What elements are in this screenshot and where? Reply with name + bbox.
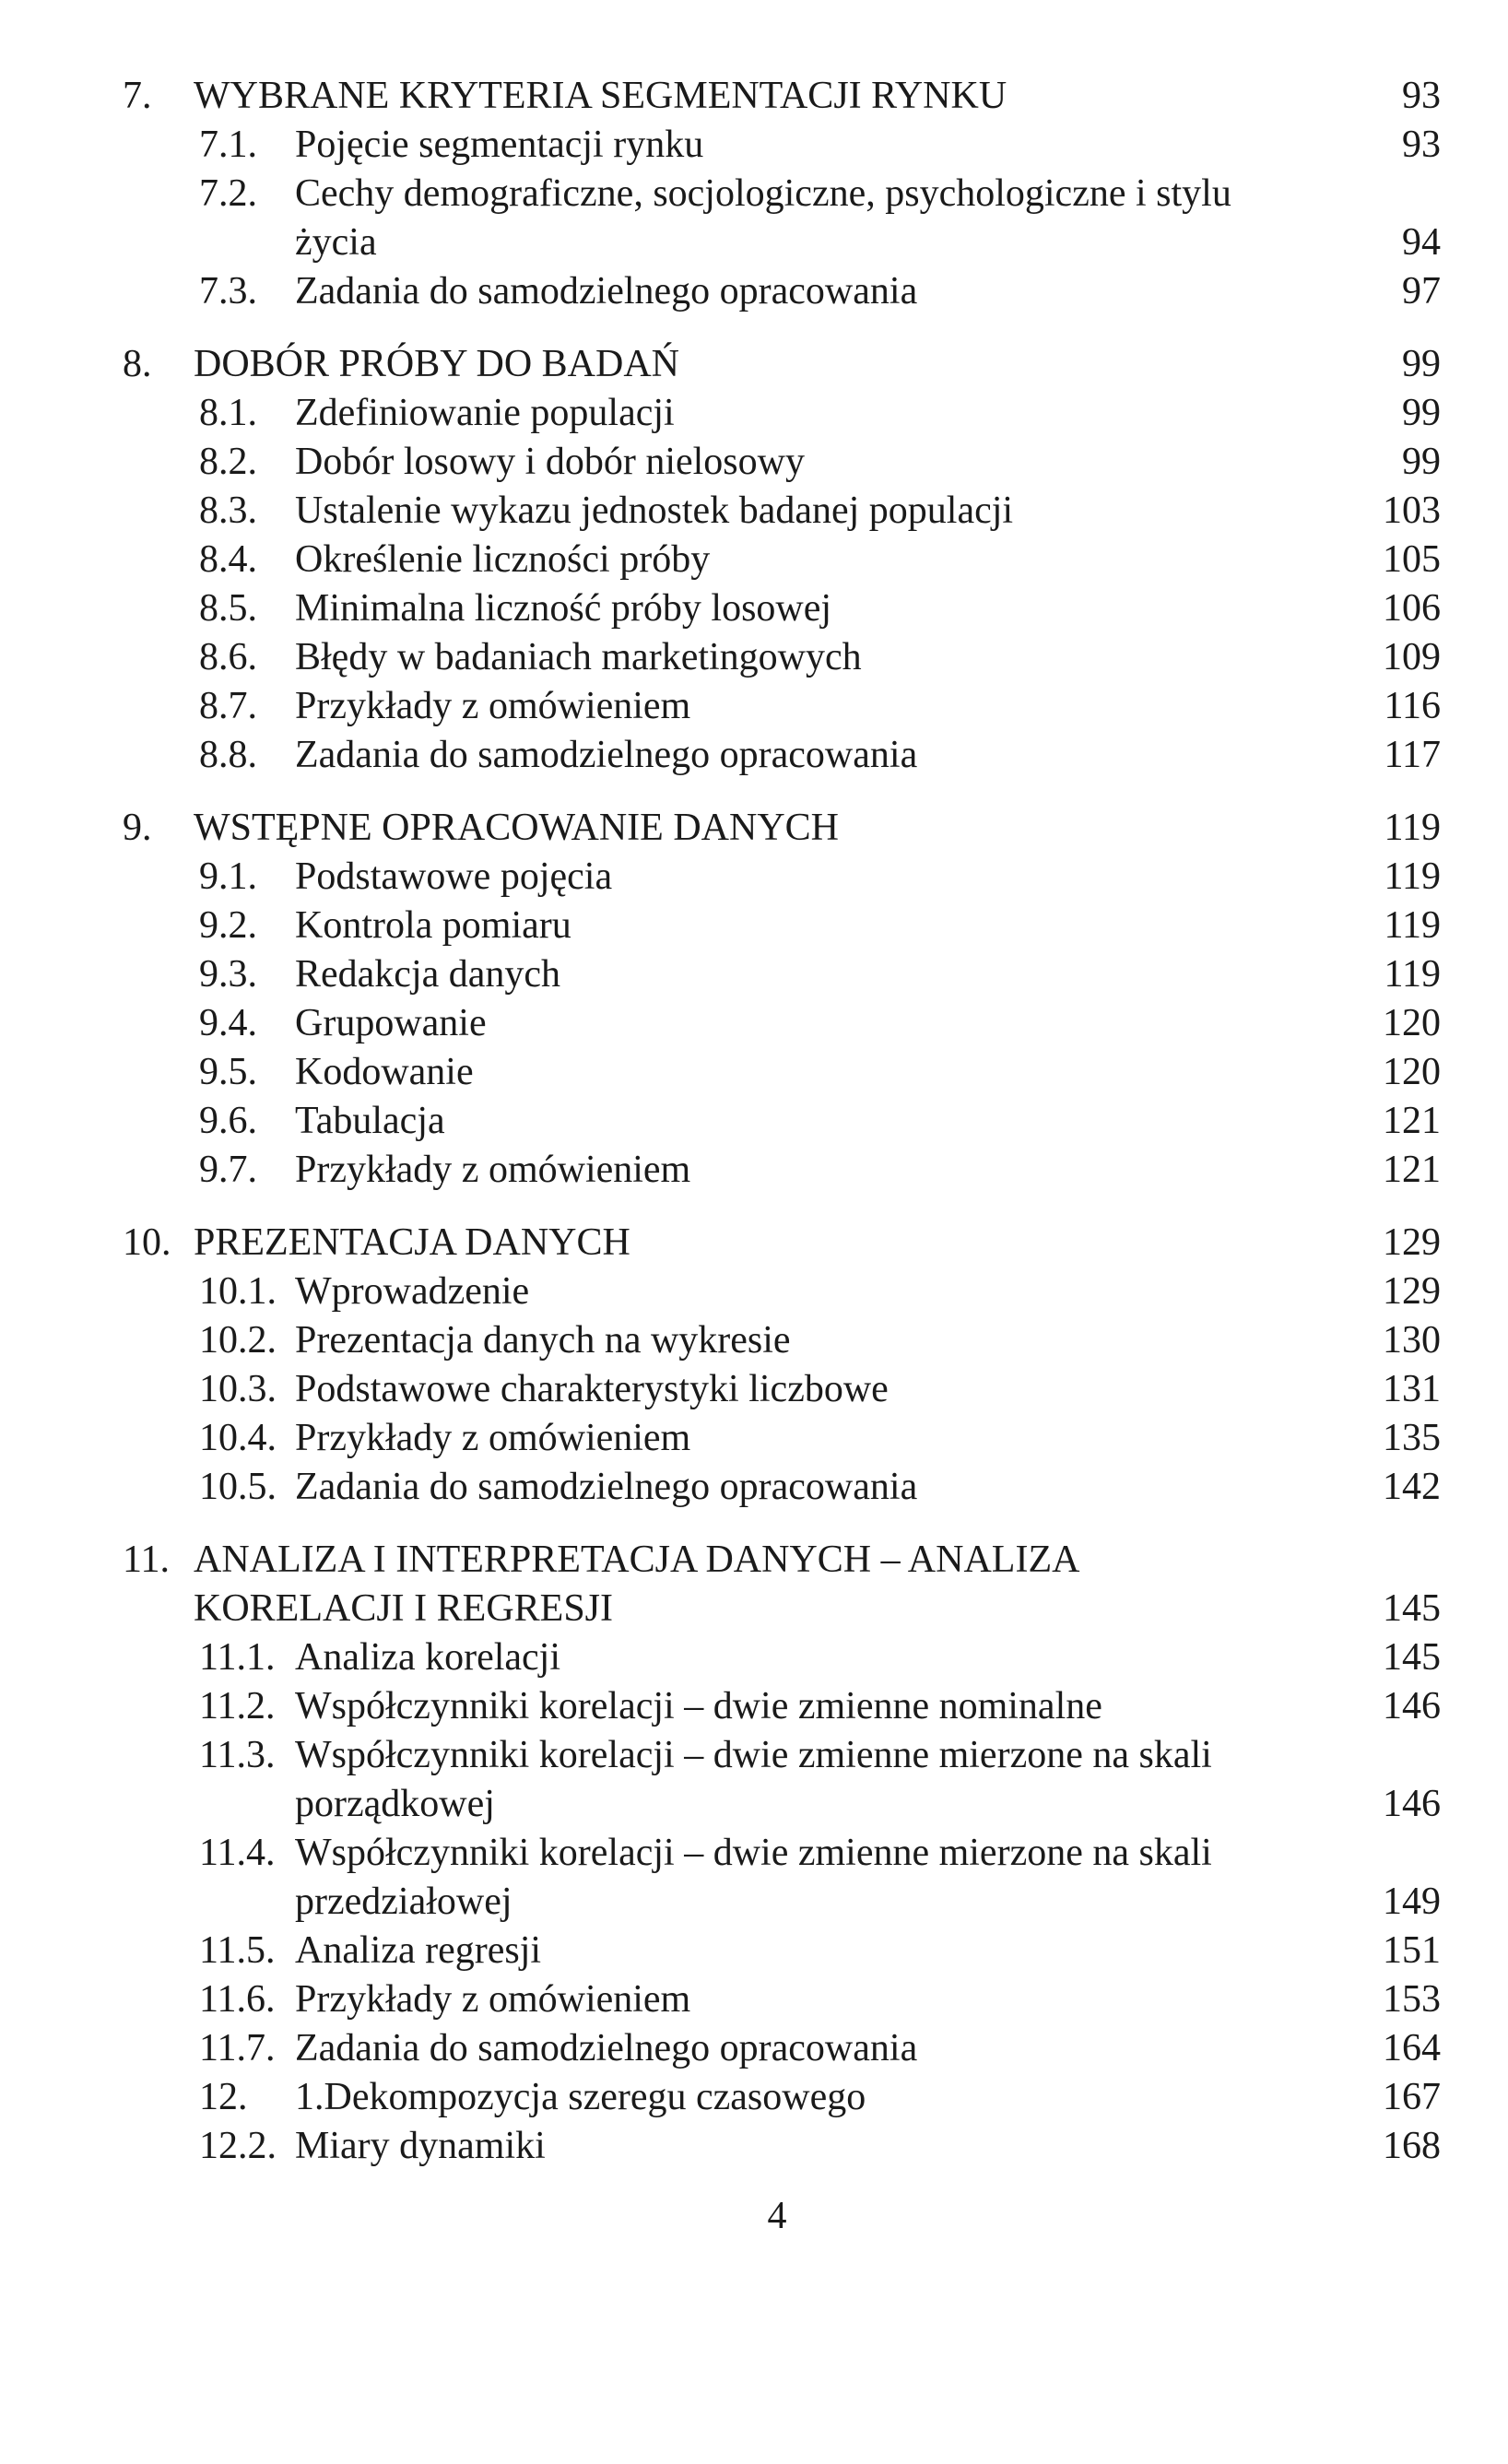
section-number: 12. <box>199 2076 248 2118</box>
page-ref: 129 <box>1383 1270 1441 1313</box>
page-ref: 121 <box>1383 1149 1441 1191</box>
section-title: Wprowadzenie <box>295 1270 530 1313</box>
section-title: Współczynniki korelacji – dwie zmienne mierzone na skali <box>295 1734 1212 1776</box>
page-ref: 131 <box>1383 1368 1441 1410</box>
section-number: 10.1. <box>199 1270 277 1313</box>
toc-section-row <box>123 1146 1441 1195</box>
page-ref: 105 <box>1383 538 1441 581</box>
toc-section-row <box>123 1316 1441 1365</box>
toc-section-row <box>123 389 1441 438</box>
toc-section-row <box>123 902 1441 950</box>
chapter-number: 8. <box>123 343 152 385</box>
page-ref: 135 <box>1383 1417 1441 1459</box>
toc-chapter-row <box>123 72 1441 121</box>
section-number: 7.3. <box>199 270 257 312</box>
page-ref: 120 <box>1383 1002 1441 1044</box>
toc-section-row <box>123 218 1441 267</box>
section-title: Dobór losowy i dobór nielosowy <box>295 441 805 483</box>
chapter-number: 7. <box>123 75 152 117</box>
chapter-title: DOBÓR PRÓBY DO BADAŃ <box>194 343 680 385</box>
section-title: przedziałowej <box>295 1880 512 1923</box>
section-title: Analiza korelacji <box>295 1636 561 1679</box>
section-title: Współczynniki korelacji – dwie zmienne nominalne <box>295 1685 1102 1727</box>
toc-section-row <box>123 438 1441 487</box>
section-title: Przykłady z omówieniem <box>295 1149 691 1191</box>
section-title: Przykłady z omówieniem <box>295 1417 691 1459</box>
toc-section-row <box>123 1682 1441 1731</box>
section-title: Ustalenie wykazu jednostek badanej populacji <box>295 489 1014 532</box>
page-ref: 119 <box>1384 953 1441 996</box>
section-title: 1.Dekompozycja szeregu czasowego <box>295 2076 866 2118</box>
section-number: 8.3. <box>199 489 257 532</box>
toc-section-row <box>123 999 1441 1048</box>
section-number: 12.2. <box>199 2125 277 2167</box>
toc-section-row <box>123 1878 1441 1927</box>
section-title: Podstawowe pojęcia <box>295 855 613 898</box>
toc-chapter-row <box>123 340 1441 389</box>
toc-chapter-row <box>123 804 1441 853</box>
page-ref: 145 <box>1383 1636 1441 1679</box>
toc-section-row <box>123 584 1441 633</box>
toc-chapter-row <box>123 1536 1441 1585</box>
toc-section-row <box>123 1048 1441 1097</box>
toc-section-row <box>123 1633 1441 1682</box>
page-ref: 151 <box>1383 1929 1441 1972</box>
section-title: Grupowanie <box>295 1002 487 1044</box>
page-ref: 142 <box>1383 1466 1441 1508</box>
page-ref: 99 <box>1402 441 1441 483</box>
section-title: Zdefiniowanie populacji <box>295 392 675 434</box>
toc-section-row <box>123 682 1441 731</box>
toc-section-row <box>123 2024 1441 2073</box>
toc-section-row <box>123 536 1441 584</box>
table-of-contents <box>123 72 1441 2171</box>
page-ref: 120 <box>1383 1051 1441 1093</box>
section-number: 11.3. <box>199 1734 276 1776</box>
chapter-title: WYBRANE KRYTERIA SEGMENTACJI RYNKU <box>194 75 1007 117</box>
page-ref: 130 <box>1383 1319 1441 1362</box>
page-ref: 99 <box>1402 343 1441 385</box>
chapter-title: ANALIZA I INTERPRETACJA DANYCH – ANALIZA <box>194 1539 1080 1581</box>
page-ref: 168 <box>1383 2125 1441 2167</box>
section-title: Pojęcie segmentacji rynku <box>295 124 704 166</box>
chapter-number: 10. <box>123 1221 171 1264</box>
page-ref: 164 <box>1383 2027 1441 2069</box>
page-number: 4 <box>767 2195 787 2237</box>
section-number: 9.6. <box>199 1100 257 1142</box>
section-number: 11.7. <box>199 2027 276 2069</box>
section-number: 10.3. <box>199 1368 277 1410</box>
section-title: Przykłady z omówieniem <box>295 685 691 727</box>
toc-chapter-row <box>123 1585 1441 1633</box>
section-title: Przykłady z omówieniem <box>295 1978 691 2021</box>
section-number: 7.1. <box>199 124 257 166</box>
toc-section-row <box>123 1267 1441 1316</box>
section-title: Prezentacja danych na wykresie <box>295 1319 791 1362</box>
page-ref: 117 <box>1384 734 1441 776</box>
section-title: Kontrola pomiaru <box>295 904 571 947</box>
toc-section-row <box>123 1097 1441 1146</box>
toc-section-row <box>123 950 1441 999</box>
section-title: Współczynniki korelacji – dwie zmienne mierzone na skali <box>295 1832 1212 1874</box>
section-title: Miary dynamiki <box>295 2125 546 2167</box>
page-ref: 149 <box>1383 1880 1441 1923</box>
section-number: 11.2. <box>199 1685 276 1727</box>
section-number: 10.4. <box>199 1417 277 1459</box>
chapter-number: 9. <box>123 807 152 849</box>
page-ref: 146 <box>1383 1685 1441 1727</box>
section-number: 9.7. <box>199 1149 257 1191</box>
section-number: 7.2. <box>199 172 257 215</box>
section-title: Cechy demograficzne, socjologiczne, psychologiczne i stylu <box>295 172 1231 215</box>
section-title: Redakcja danych <box>295 953 561 996</box>
toc-section-row <box>123 2122 1441 2171</box>
section-number: 9.2. <box>199 904 257 947</box>
section-title: Zadania do samodzielnego opracowania <box>295 1466 918 1508</box>
section-number: 8.6. <box>199 636 257 678</box>
chapter-title: PREZENTACJA DANYCH <box>194 1221 630 1264</box>
section-title: Zadania do samodzielnego opracowania <box>295 734 918 776</box>
toc-section-row <box>123 121 1441 170</box>
page-ref: 119 <box>1384 855 1441 898</box>
page-ref: 97 <box>1402 270 1441 312</box>
section-number: 10.2. <box>199 1319 277 1362</box>
section-number: 11.6. <box>199 1978 276 2021</box>
section-number: 9.5. <box>199 1051 257 1093</box>
section-title: Minimalna liczność próby losowej <box>295 587 832 630</box>
page-ref: 93 <box>1402 124 1441 166</box>
section-number: 8.5. <box>199 587 257 630</box>
toc-section-row <box>123 267 1441 316</box>
toc-section-row <box>123 1829 1441 1878</box>
section-title: Zadania do samodzielnego opracowania <box>295 270 918 312</box>
section-number: 8.7. <box>199 685 257 727</box>
section-number: 11.4. <box>199 1832 276 1874</box>
section-number: 8.2. <box>199 441 257 483</box>
page-ref: 93 <box>1402 75 1441 117</box>
section-number: 9.3. <box>199 953 257 996</box>
toc-section-row <box>123 1927 1441 1975</box>
section-title: Analiza regresji <box>295 1929 542 1972</box>
section-number: 11.1. <box>199 1636 276 1679</box>
section-number: 11.5. <box>199 1929 276 1972</box>
toc-section-row <box>123 487 1441 536</box>
page-ref: 116 <box>1384 685 1441 727</box>
section-number: 8.8. <box>199 734 257 776</box>
page-ref: 146 <box>1383 1783 1441 1825</box>
page-ref: 121 <box>1383 1100 1441 1142</box>
toc-section-row <box>123 1780 1441 1829</box>
toc-section-row <box>123 1365 1441 1414</box>
section-title: porządkowej <box>295 1783 495 1825</box>
toc-section-row <box>123 633 1441 682</box>
page-ref: 129 <box>1383 1221 1441 1264</box>
page-ref: 103 <box>1383 489 1441 532</box>
section-title: Określenie liczności próby <box>295 538 711 581</box>
section-number: 9.1. <box>199 855 257 898</box>
toc-section-row <box>123 1975 1441 2024</box>
section-title: życia <box>295 221 377 264</box>
page-ref: 145 <box>1383 1587 1441 1630</box>
toc-section-row <box>123 1731 1441 1780</box>
toc-section-row <box>123 2073 1441 2122</box>
page-ref: 153 <box>1383 1978 1441 2021</box>
section-title: Zadania do samodzielnego opracowania <box>295 2027 918 2069</box>
section-title: Kodowanie <box>295 1051 474 1093</box>
page-ref: 109 <box>1383 636 1441 678</box>
section-title: Tabulacja <box>295 1100 445 1142</box>
page-ref: 94 <box>1402 221 1441 264</box>
toc-section-row <box>123 1414 1441 1463</box>
section-number: 8.1. <box>199 392 257 434</box>
section-number: 10.5. <box>199 1466 277 1508</box>
chapter-title: WSTĘPNE OPRACOWANIE DANYCH <box>194 807 839 849</box>
page-ref: 167 <box>1383 2076 1441 2118</box>
chapter-number: 11. <box>123 1539 170 1581</box>
page-ref: 99 <box>1402 392 1441 434</box>
chapter-title: KORELACJI I REGRESJI <box>194 1587 614 1630</box>
section-number: 9.4. <box>199 1002 257 1044</box>
page-ref: 119 <box>1384 904 1441 947</box>
page-ref: 106 <box>1383 587 1441 630</box>
section-title: Podstawowe charakterystyki liczbowe <box>295 1368 889 1410</box>
toc-section-row <box>123 853 1441 902</box>
page-ref: 119 <box>1384 807 1441 849</box>
section-number: 8.4. <box>199 538 257 581</box>
toc-section-row <box>123 1463 1441 1512</box>
toc-chapter-row <box>123 1219 1441 1267</box>
section-title: Błędy w badaniach marketingowych <box>295 636 862 678</box>
toc-section-row <box>123 731 1441 780</box>
toc-section-row <box>123 170 1441 218</box>
